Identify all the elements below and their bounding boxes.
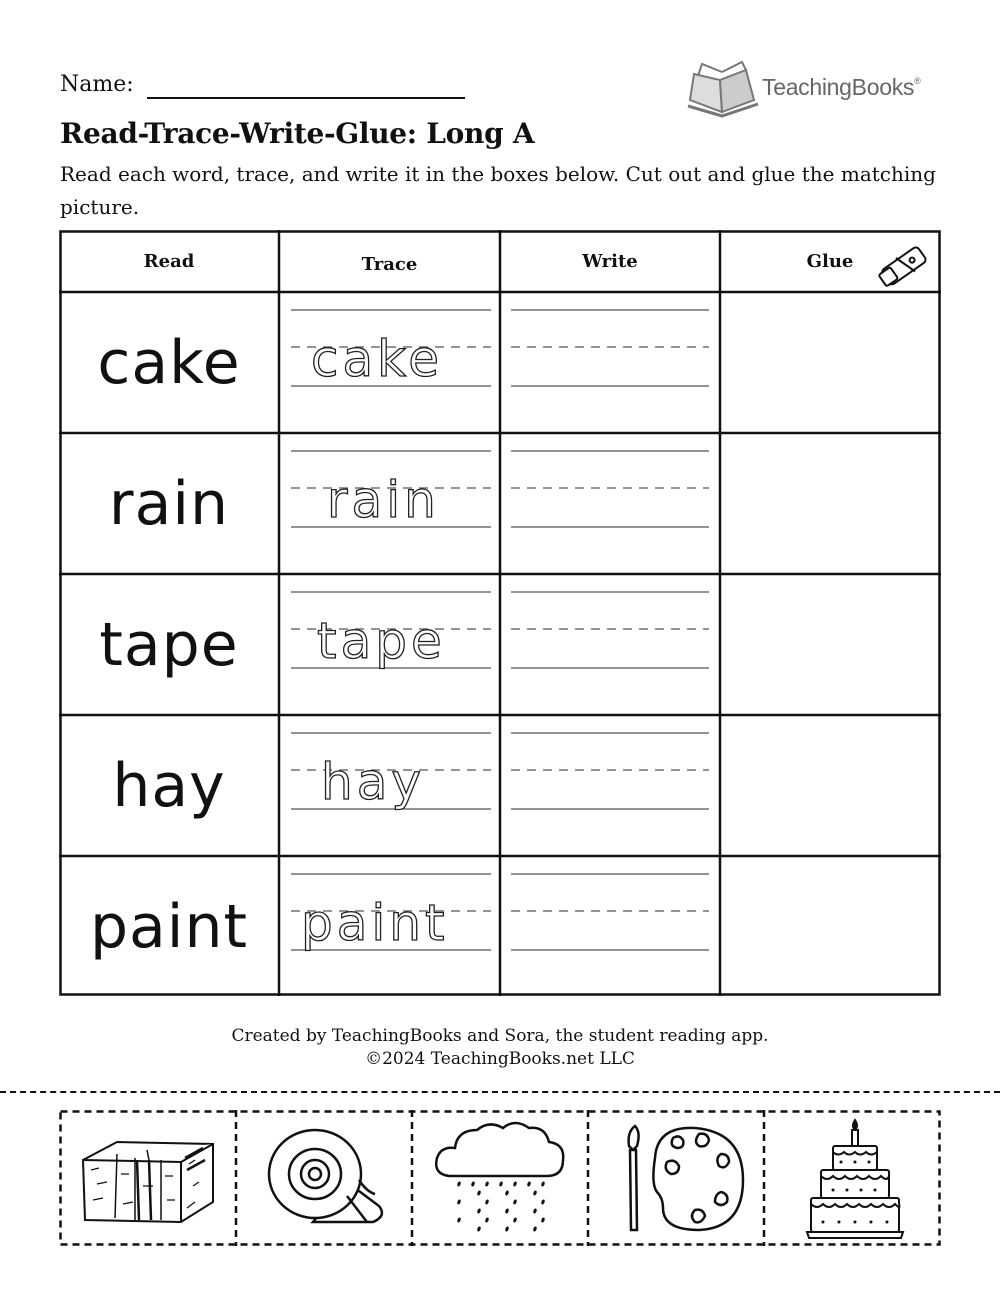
glue-stick-icon	[873, 236, 943, 290]
write-box-hay[interactable]	[502, 717, 718, 854]
column-header-write: Write	[582, 250, 638, 272]
write-box-cake[interactable]	[502, 294, 718, 431]
hay-bale-icon[interactable]	[77, 1130, 219, 1230]
read-word-tape: tape	[99, 609, 239, 680]
name-label: Name:	[60, 72, 134, 97]
trace-word-hay: hay	[321, 753, 425, 811]
cutout-strip	[59, 1110, 941, 1246]
column-header-trace: Trace	[361, 253, 418, 275]
read-word-paint: paint	[89, 891, 249, 962]
cake-icon[interactable]	[803, 1116, 907, 1242]
glue-box-rain[interactable]	[722, 435, 938, 572]
footer-credit: Created by TeachingBooks and Sora, the student reading app.	[231, 1026, 769, 1046]
write-box-tape[interactable]	[502, 576, 718, 713]
glue-box-tape[interactable]	[722, 576, 938, 713]
worksheet-table	[59, 230, 941, 996]
write-box-rain[interactable]	[502, 435, 718, 572]
column-header-read: Read	[143, 250, 195, 272]
read-word-rain: rain	[108, 468, 230, 539]
tape-dispenser-icon[interactable]	[263, 1122, 393, 1234]
cut-line	[0, 1091, 1000, 1093]
footer-copyright: ©2024 TeachingBooks.net LLC	[365, 1049, 635, 1069]
instructions: Read each word, trace, and write it in the boxes below. Cut out and glue the matching picture.	[60, 162, 936, 219]
trace-word-tape: tape	[317, 612, 446, 670]
page-title: Read-Trace-Write-Glue: Long A	[60, 117, 535, 150]
read-word-hay: hay	[112, 750, 226, 821]
trace-word-cake: cake	[311, 330, 444, 388]
logo-text: TeachingBooks®	[762, 74, 921, 100]
trace-word-paint: paint	[301, 894, 449, 952]
name-write-line[interactable]	[147, 97, 465, 99]
paint-palette-icon[interactable]	[603, 1118, 753, 1238]
write-box-paint[interactable]	[502, 858, 718, 995]
trace-word-rain: rain	[327, 471, 440, 529]
read-word-cake: cake	[97, 327, 241, 398]
glue-box-hay[interactable]	[722, 717, 938, 854]
column-header-glue: Glue	[806, 250, 854, 272]
rain-cloud-icon[interactable]	[431, 1118, 569, 1236]
glue-box-cake[interactable]	[722, 294, 938, 431]
glue-box-paint[interactable]	[722, 858, 938, 995]
